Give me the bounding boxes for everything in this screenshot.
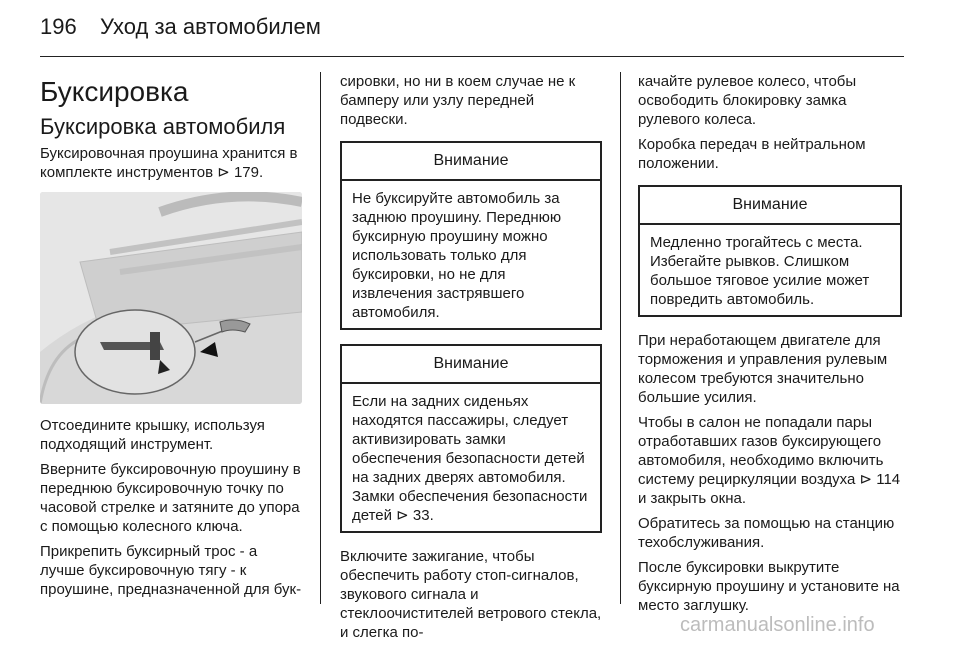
section-title: Буксировка: [40, 76, 189, 107]
paragraph: Чтобы в салон не попадали пары отработавших газов буксирующего автомобиля, необходимо включить систему рециркуляции воздуха ⊳ 114 и закрыть окна.: [638, 414, 901, 507]
chapter-title: Уход за автомобилем: [100, 14, 321, 39]
paragraph: сировки, но ни в коем случае не к бамперу или узлу передней подвески.: [340, 73, 576, 128]
towing-eye-illustration: [40, 192, 302, 404]
paragraph: Включите зажигание, чтобы обеспечить работу стоп-сигналов, звукового сигнала и стеклоочистителей ветрового стекла, и слегка по-: [340, 548, 602, 641]
page-header: [40, 14, 321, 40]
warning-body: Медленно трогайтесь с места. Избегайте рывков. Слишком большое тяговое усилие может повредить автомобиль.: [650, 234, 870, 308]
paragraph: При неработающем двигателе для торможения и управления рулевым колесом требуются значительно большие усилия.: [638, 332, 888, 406]
page-number: 196: [40, 14, 77, 39]
paragraph: качайте рулевое колесо, чтобы освободить блокировку замка рулевого колеса.: [638, 73, 857, 128]
warning-body: Если на задних сиденьях находятся пассажиры, следует активизировать замки обеспечения безопасности детей на задних дверях автомобиля. Замки обеспечения безопасности детей ⊳ 33.: [352, 393, 588, 524]
warning-title: Внимание: [640, 187, 900, 225]
paragraph: Обратитесь за помощью на станцию техобслуживания.: [638, 515, 895, 551]
warning-box: [340, 141, 602, 330]
warning-title: Внимание: [342, 346, 600, 384]
header-rule: [40, 56, 904, 57]
warning-box: [638, 185, 902, 317]
paragraph: Прикрепить буксирный трос - а лучше буксировочную тягу - к проушине, предназначенной для бук-: [40, 543, 302, 598]
column-3: [638, 72, 902, 621]
watermark[interactable]: carmanualsonline.info: [680, 614, 875, 636]
paragraph: Вверните буксировочную проушину в переднюю буксировочную точку по часовой стрелке и затяните до упора с помощью колесного ключа.: [40, 461, 301, 535]
paragraph: Отсоедините крышку, используя подходящий инструмент.: [40, 417, 265, 453]
paragraph: Буксировочная проушина хранится в комплекте инструментов ⊳ 179.: [40, 145, 298, 181]
paragraph: Коробка передач в нейтральном положении.: [638, 136, 866, 172]
paragraph: После буксировки выкрутите буксирную проушину и установите на место заглушку.: [638, 559, 900, 614]
subsection-title: Буксировка автомобиля: [40, 114, 286, 139]
car-front-drawing: [40, 192, 302, 404]
warning-box: [340, 344, 602, 533]
column-1: [40, 72, 302, 605]
column-divider: [320, 72, 321, 604]
warning-title: Внимание: [342, 143, 600, 181]
column-divider: [620, 72, 621, 604]
warning-body: Не буксируйте автомобиль за заднюю проушину. Переднюю буксирную проушину можно использовать только для буксировки, но не для извлечения застрявшего автомобиля.: [352, 190, 562, 321]
column-2: [340, 72, 602, 648]
